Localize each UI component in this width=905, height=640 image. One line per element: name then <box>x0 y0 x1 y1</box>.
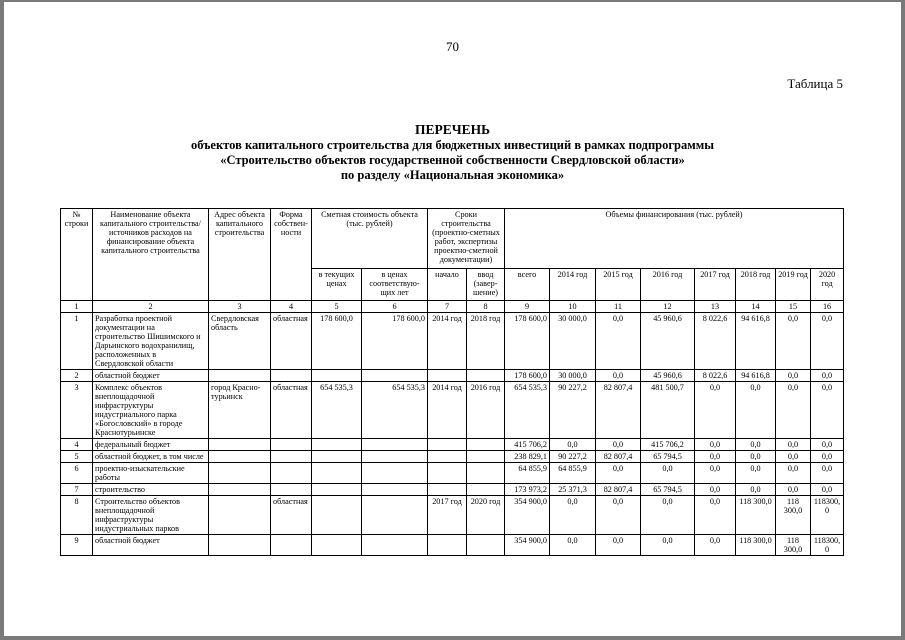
row-start <box>428 451 467 463</box>
row-address <box>209 535 271 556</box>
row-2015: 0,0 <box>596 535 641 556</box>
row-end: 2018 год <box>467 313 505 370</box>
row-2020: 0,0 <box>811 382 844 439</box>
row-2016: 0,0 <box>641 496 695 535</box>
header-year: 2020 год <box>811 269 844 301</box>
row-2015: 0,0 <box>596 370 641 382</box>
row-total: 178 600,0 <box>505 370 550 382</box>
table-label: Таблица 5 <box>787 76 843 91</box>
row-2014: 90 227,2 <box>550 451 596 463</box>
header-estimate: Сметная стоимость объекта (тыс. рублей) <box>312 209 428 269</box>
row-estimate-current: 178 600,0 <box>312 313 362 370</box>
row-ownership <box>271 463 312 484</box>
row-2015: 0,0 <box>596 313 641 370</box>
row-number: 1 <box>61 313 93 370</box>
row-2016: 0,0 <box>641 463 695 484</box>
row-2016: 65 794,5 <box>641 484 695 496</box>
row-2020: 0,0 <box>811 439 844 451</box>
capital-construction-table <box>60 208 844 556</box>
row-start <box>428 463 467 484</box>
table-row <box>61 484 844 496</box>
column-number: 12 <box>641 301 695 313</box>
row-2015: 0,0 <box>596 439 641 451</box>
document-subtitle-line-3: по разделу «Национальная экономика» <box>340 168 565 182</box>
row-estimate-current <box>312 535 362 556</box>
row-number: 8 <box>61 496 93 535</box>
table-body <box>61 313 844 556</box>
row-address <box>209 484 271 496</box>
row-estimate-current <box>312 370 362 382</box>
row-estimate-final <box>362 484 428 496</box>
row-ownership <box>271 535 312 556</box>
table-row <box>61 535 844 556</box>
row-ownership <box>271 439 312 451</box>
row-2018: 0,0 <box>736 439 776 451</box>
row-address: Свердловская область <box>209 313 271 370</box>
row-name: областной бюджет, в том числе <box>93 451 209 463</box>
row-start: 2014 год <box>428 382 467 439</box>
row-ownership <box>271 451 312 463</box>
header-year: 2015 год <box>596 269 641 301</box>
row-end <box>467 451 505 463</box>
row-estimate-current <box>312 451 362 463</box>
row-2015: 0,0 <box>596 496 641 535</box>
row-total: 354 900,0 <box>505 535 550 556</box>
row-2014: 30 000,0 <box>550 313 596 370</box>
header-year: 2018 год <box>736 269 776 301</box>
document-page <box>4 2 901 636</box>
row-2018: 0,0 <box>736 484 776 496</box>
row-estimate-final <box>362 451 428 463</box>
row-2017: 0,0 <box>695 484 736 496</box>
column-number: 9 <box>505 301 550 313</box>
row-name: проектно-изыскательские работы <box>93 463 209 484</box>
row-2018: 118 300,0 <box>736 535 776 556</box>
row-2019: 0,0 <box>776 439 811 451</box>
row-estimate-current <box>312 439 362 451</box>
column-number: 6 <box>362 301 428 313</box>
row-address <box>209 370 271 382</box>
document-subtitle-line-2: «Строительство объектов государственной собственности Свердловской области» <box>220 153 685 167</box>
row-2016: 45 960,6 <box>641 370 695 382</box>
row-estimate-current: 654 535,3 <box>312 382 362 439</box>
column-numbers-row <box>61 301 844 313</box>
row-2018: 0,0 <box>736 382 776 439</box>
header-address: Адрес объекта капитального строительства <box>209 209 271 301</box>
row-total: 178 600,0 <box>505 313 550 370</box>
header-year: 2017 год <box>695 269 736 301</box>
header-year: 2014 год <box>550 269 596 301</box>
row-name: Комплекс объектов внеплощадочной инфраструктуры индустриального парка «Богословский» в городе Краснотурьинске <box>93 382 209 439</box>
header-financing: Объемы финансирования (тыс. рублей) <box>505 209 844 269</box>
row-2020: 0,0 <box>811 451 844 463</box>
row-address <box>209 451 271 463</box>
column-number: 1 <box>61 301 93 313</box>
row-total: 238 829,1 <box>505 451 550 463</box>
row-2019: 0,0 <box>776 484 811 496</box>
header-terms-end: ввод (завер-шение) <box>467 269 505 301</box>
header-estimate-final: в ценах соответствую-щих лет <box>362 269 428 301</box>
row-total: 654 535,3 <box>505 382 550 439</box>
row-end: 2016 год <box>467 382 505 439</box>
column-number: 14 <box>736 301 776 313</box>
row-2018: 94 616,8 <box>736 313 776 370</box>
row-2017: 0,0 <box>695 463 736 484</box>
row-2014: 0,0 <box>550 496 596 535</box>
document-subtitle-line-1: объектов капитального строительства для бюджетных инвестиций в рамках подпрограммы <box>190 138 715 152</box>
row-name: Строительство объектов внеплощадочной инфраструктуры индустриальных парков <box>93 496 209 535</box>
page-number: 70 <box>446 39 459 54</box>
row-address <box>209 439 271 451</box>
row-total: 354 900,0 <box>505 496 550 535</box>
row-name: строительство <box>93 484 209 496</box>
row-2016: 415 706,2 <box>641 439 695 451</box>
row-number: 7 <box>61 484 93 496</box>
row-estimate-current <box>312 463 362 484</box>
row-estimate-final <box>362 370 428 382</box>
row-2015: 82 807,4 <box>596 382 641 439</box>
row-2016: 481 500,7 <box>641 382 695 439</box>
row-2019: 118 300,0 <box>776 496 811 535</box>
row-2019: 0,0 <box>776 313 811 370</box>
row-2016: 45 960,6 <box>641 313 695 370</box>
row-total: 173 973,2 <box>505 484 550 496</box>
row-2017: 0,0 <box>695 439 736 451</box>
row-2020: 0,0 <box>811 484 844 496</box>
row-estimate-final <box>362 535 428 556</box>
row-ownership: областная <box>271 496 312 535</box>
row-ownership <box>271 484 312 496</box>
row-2014: 64 855,9 <box>550 463 596 484</box>
row-name: федеральный бюджет <box>93 439 209 451</box>
column-number: 11 <box>596 301 641 313</box>
row-estimate-final <box>362 439 428 451</box>
row-address: город Красно-турьинск <box>209 382 271 439</box>
row-estimate-current <box>312 496 362 535</box>
row-end <box>467 439 505 451</box>
row-2016: 0,0 <box>641 535 695 556</box>
row-2020: 118300,0 <box>811 496 844 535</box>
row-estimate-current <box>312 484 362 496</box>
row-2018: 118 300,0 <box>736 496 776 535</box>
row-number: 5 <box>61 451 93 463</box>
row-number: 2 <box>61 370 93 382</box>
row-2017: 8 022,6 <box>695 370 736 382</box>
table-row <box>61 313 844 370</box>
header-year: 2019 год <box>776 269 811 301</box>
row-ownership: областная <box>271 313 312 370</box>
column-number: 3 <box>209 301 271 313</box>
row-2020: 118300,0 <box>811 535 844 556</box>
row-2018: 0,0 <box>736 463 776 484</box>
header-terms-start: начало <box>428 269 467 301</box>
row-end <box>467 463 505 484</box>
row-name: областной бюджет <box>93 370 209 382</box>
row-start <box>428 439 467 451</box>
row-2019: 118 300,0 <box>776 535 811 556</box>
table-row <box>61 439 844 451</box>
row-number: 6 <box>61 463 93 484</box>
row-2019: 0,0 <box>776 382 811 439</box>
row-2020: 0,0 <box>811 370 844 382</box>
row-end <box>467 370 505 382</box>
row-2020: 0,0 <box>811 463 844 484</box>
column-number: 4 <box>271 301 312 313</box>
column-number: 16 <box>811 301 844 313</box>
row-number: 4 <box>61 439 93 451</box>
row-number: 3 <box>61 382 93 439</box>
row-2014: 25 371,3 <box>550 484 596 496</box>
row-total: 415 706,2 <box>505 439 550 451</box>
header-row-no: № строки <box>61 209 93 301</box>
row-ownership <box>271 370 312 382</box>
row-address <box>209 463 271 484</box>
row-address <box>209 496 271 535</box>
row-2017: 0,0 <box>695 451 736 463</box>
table-row <box>61 463 844 484</box>
row-end <box>467 535 505 556</box>
header-name: Наименование объекта капитального строительства/ источников расходов на финансирование объекта капитального строительства <box>93 209 209 301</box>
row-end: 2020 год <box>467 496 505 535</box>
row-start <box>428 535 467 556</box>
row-2017: 0,0 <box>695 382 736 439</box>
row-total: 64 855,9 <box>505 463 550 484</box>
column-number: 13 <box>695 301 736 313</box>
header-estimate-current: в текущих ценах <box>312 269 362 301</box>
column-number: 15 <box>776 301 811 313</box>
row-2019: 0,0 <box>776 451 811 463</box>
row-name: Разработка проектной документации на строительство Шишимского и Дарьинского водохранилищ, расположенных в Свердловской области <box>93 313 209 370</box>
row-2018: 94 616,8 <box>736 370 776 382</box>
row-2015: 82 807,4 <box>596 451 641 463</box>
row-2015: 0,0 <box>596 463 641 484</box>
row-name: областной бюджет <box>93 535 209 556</box>
column-number: 7 <box>428 301 467 313</box>
row-2014: 0,0 <box>550 535 596 556</box>
row-2018: 0,0 <box>736 451 776 463</box>
row-2014: 30 000,0 <box>550 370 596 382</box>
document-title: ПЕРЕЧЕНЬ <box>414 122 491 137</box>
table-row <box>61 496 844 535</box>
row-ownership: областная <box>271 382 312 439</box>
row-2019: 0,0 <box>776 463 811 484</box>
row-estimate-final: 654 535,3 <box>362 382 428 439</box>
row-start <box>428 370 467 382</box>
row-start: 2014 год <box>428 313 467 370</box>
header-total: всего <box>505 269 550 301</box>
table-row <box>61 451 844 463</box>
row-estimate-final <box>362 496 428 535</box>
column-number: 5 <box>312 301 362 313</box>
row-start: 2017 год <box>428 496 467 535</box>
row-estimate-final: 178 600,0 <box>362 313 428 370</box>
row-estimate-final <box>362 463 428 484</box>
table-row <box>61 382 844 439</box>
column-number: 2 <box>93 301 209 313</box>
column-number: 8 <box>467 301 505 313</box>
row-2014: 90 227,2 <box>550 382 596 439</box>
header-terms: Сроки строительства (проектно-сметных работ, экспертизы проектно-сметной документации) <box>428 209 505 269</box>
row-number: 9 <box>61 535 93 556</box>
row-2020: 0,0 <box>811 313 844 370</box>
column-number: 10 <box>550 301 596 313</box>
header-ownership: Форма собствен-ности <box>271 209 312 301</box>
row-2017: 0,0 <box>695 535 736 556</box>
row-2016: 65 794,5 <box>641 451 695 463</box>
row-2019: 0,0 <box>776 370 811 382</box>
row-2017: 8 022,6 <box>695 313 736 370</box>
row-end <box>467 484 505 496</box>
row-2015: 82 807,4 <box>596 484 641 496</box>
header-year: 2016 год <box>641 269 695 301</box>
row-start <box>428 484 467 496</box>
table-row <box>61 370 844 382</box>
row-2017: 0,0 <box>695 496 736 535</box>
row-2014: 0,0 <box>550 439 596 451</box>
